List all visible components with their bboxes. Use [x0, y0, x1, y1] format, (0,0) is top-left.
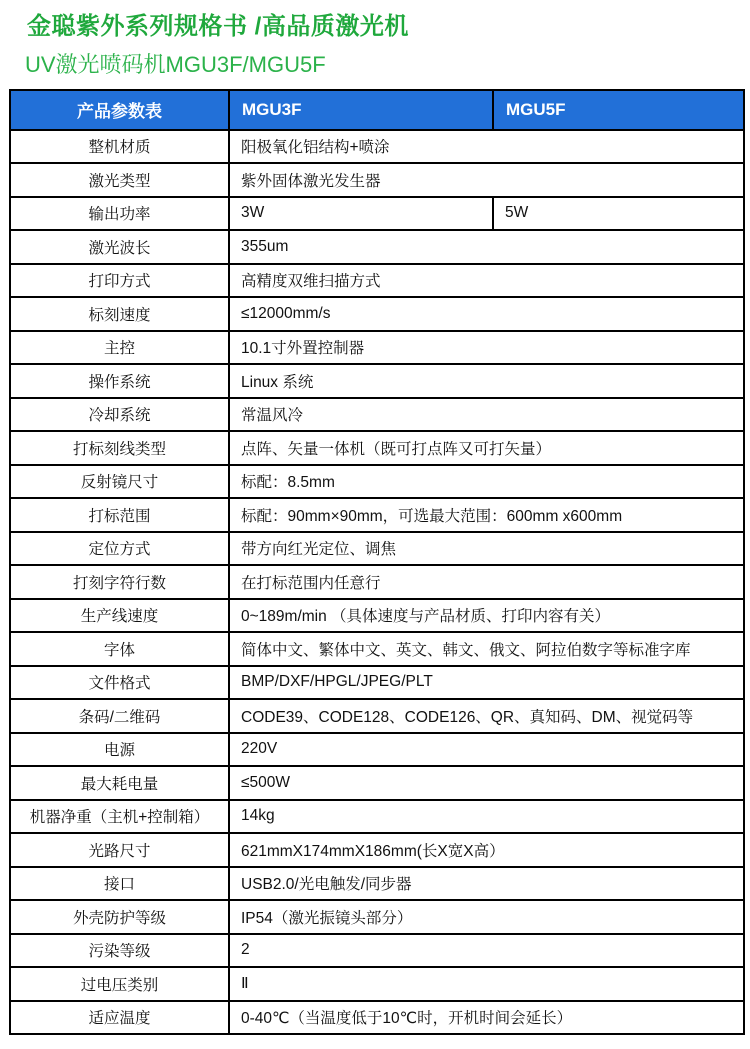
spec-label: 电源 [10, 733, 229, 767]
spec-label: 冷却系统 [10, 398, 229, 432]
table-row [10, 599, 744, 633]
spec-label: 激光类型 [10, 163, 229, 197]
spec-label: 标刻速度 [10, 297, 229, 331]
table-body [10, 130, 744, 1035]
table-row [10, 1001, 744, 1035]
spec-value: 0~189m/min （具体速度与产品材质、打印内容有关） [229, 599, 744, 633]
header-cell-mgu5f: MGU5F [493, 90, 744, 130]
table-row [10, 699, 744, 733]
spec-value: 10.1寸外置控制器 [229, 331, 744, 365]
table-row [10, 632, 744, 666]
spec-label: 污染等级 [10, 934, 229, 968]
table-row [10, 498, 744, 532]
table-row [10, 431, 744, 465]
spec-value: 220V [229, 733, 744, 767]
spec-label: 光路尺寸 [10, 833, 229, 867]
spec-value: 14kg [229, 800, 744, 834]
spec-label: 反射镜尺寸 [10, 465, 229, 499]
table-row [10, 800, 744, 834]
spec-label: 接口 [10, 867, 229, 901]
table-row [10, 364, 744, 398]
spec-value: 阳极氧化铝结构+喷涂 [229, 130, 744, 164]
spec-label: 打标范围 [10, 498, 229, 532]
table-row [10, 565, 744, 599]
spec-label: 条码/二维码 [10, 699, 229, 733]
table-row [10, 666, 744, 700]
spec-value: 标配：8.5mm [229, 465, 744, 499]
spec-value-secondary: 5W [493, 197, 744, 231]
spec-label: 主控 [10, 331, 229, 365]
spec-value: CODE39、CODE128、CODE126、QR、真知码、DM、视觉码等 [229, 699, 744, 733]
spec-label: 文件格式 [10, 666, 229, 700]
table-row [10, 398, 744, 432]
spec-label: 操作系统 [10, 364, 229, 398]
spec-value: Linux 系统 [229, 364, 744, 398]
page-subtitle: UV激光喷码机MGU3F/MGU5F [25, 52, 326, 78]
spec-label: 生产线速度 [10, 599, 229, 633]
table-row [10, 967, 744, 1001]
table-row [10, 130, 744, 164]
spec-label: 激光波长 [10, 230, 229, 264]
table-row [10, 733, 744, 767]
spec-value: 0-40℃（当温度低于10℃时，开机时间会延长） [229, 1001, 744, 1035]
spec-value: 在打标范围内任意行 [229, 565, 744, 599]
spec-value: 高精度双维扫描方式 [229, 264, 744, 298]
spec-label: 输出功率 [10, 197, 229, 231]
table-row [10, 197, 744, 231]
table-row [10, 833, 744, 867]
table-row [10, 867, 744, 901]
spec-value: 简体中文、繁体中文、英文、韩文、俄文、阿拉伯数字等标准字库 [229, 632, 744, 666]
table-row [10, 465, 744, 499]
table-row [10, 297, 744, 331]
table-row [10, 900, 744, 934]
spec-label: 打刻字符行数 [10, 565, 229, 599]
spec-label: 过电压类别 [10, 967, 229, 1001]
spec-label: 机器净重（主机+控制箱） [10, 800, 229, 834]
spec-value: 紫外固体激光发生器 [229, 163, 744, 197]
spec-label: 定位方式 [10, 532, 229, 566]
spec-value: Ⅱ [229, 967, 744, 1001]
page-title: 金聪紫外系列规格书 /高品质激光机 [27, 13, 409, 40]
product-spec-table [9, 89, 745, 1036]
table-row [10, 331, 744, 365]
spec-value: 点阵、矢量一体机（既可打点阵又可打矢量） [229, 431, 744, 465]
spec-value: 常温风冷 [229, 398, 744, 432]
spec-value: ≤500W [229, 766, 744, 800]
spec-value: 2 [229, 934, 744, 968]
spec-value: IP54（激光振镜头部分） [229, 900, 744, 934]
spec-label: 适应温度 [10, 1001, 229, 1035]
table-row [10, 264, 744, 298]
spec-label: 打标刻线类型 [10, 431, 229, 465]
spec-value: 3W [229, 197, 493, 231]
header-cell-mgu3f: MGU3F [229, 90, 493, 130]
spec-value: 355um [229, 230, 744, 264]
table-row [10, 163, 744, 197]
spec-label: 整机材质 [10, 130, 229, 164]
spec-label: 字体 [10, 632, 229, 666]
table-header-row [10, 90, 744, 130]
spec-value: 标配：90mm×90mm，可选最大范围：600mm x600mm [229, 498, 744, 532]
spec-value: ≤12000mm/s [229, 297, 744, 331]
spec-label: 最大耗电量 [10, 766, 229, 800]
table-row [10, 766, 744, 800]
spec-value: 带方向红光定位、调焦 [229, 532, 744, 566]
spec-value: USB2.0/光电触发/同步器 [229, 867, 744, 901]
table-row [10, 934, 744, 968]
header-cell-param-table: 产品参数表 [10, 90, 229, 130]
spec-value: 621mmX174mmX186mm(长X宽X高） [229, 833, 744, 867]
table-row [10, 532, 744, 566]
table-row [10, 230, 744, 264]
spec-label: 外壳防护等级 [10, 900, 229, 934]
spec-value: BMP/DXF/HPGL/JPEG/PLT [229, 666, 744, 700]
spec-label: 打印方式 [10, 264, 229, 298]
